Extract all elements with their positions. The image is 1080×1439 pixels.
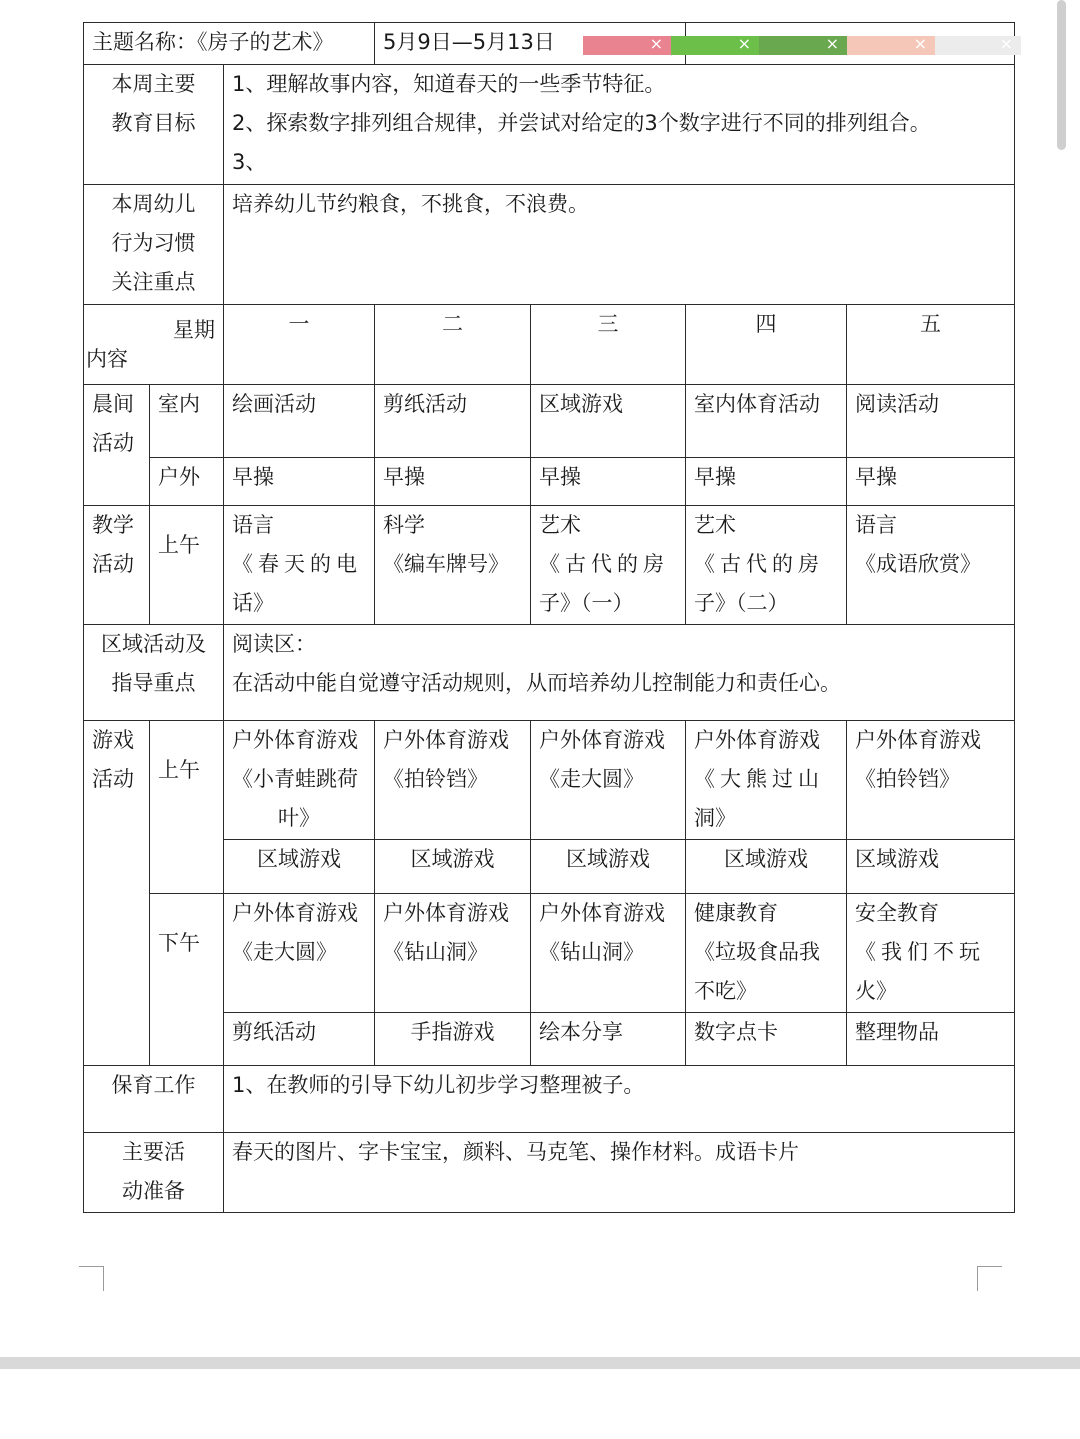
page-gap-divider bbox=[0, 1357, 1080, 1369]
prep-content: 春天的图片、字卡宝宝，颜料、马克笔、操作材料。成语卡片 bbox=[224, 1133, 1015, 1213]
game-pm-extra-cell: 绘本分享 bbox=[531, 1013, 686, 1066]
goal-item: 2、探索数字排列组合规律，并尝试对给定的3个数字进行不同的排列组合。 bbox=[232, 111, 931, 135]
game-type: 户外体育游戏 bbox=[855, 728, 982, 752]
crop-mark-right bbox=[977, 1266, 1002, 1291]
game-title: 叶》 bbox=[278, 806, 321, 830]
morning-outdoor-cell: 早操 bbox=[847, 458, 1015, 506]
game-title: 《钻山洞》 bbox=[539, 940, 645, 964]
redaction-bar bbox=[671, 36, 759, 55]
game-am-area-cell: 区域游戏 bbox=[531, 840, 686, 894]
game-pm-cell bbox=[224, 894, 375, 1013]
weekday-corner-bottom: 内容 bbox=[86, 347, 128, 371]
goals-label bbox=[84, 65, 224, 185]
teaching-label-line: 教学 bbox=[92, 513, 134, 537]
teaching-title: 《古代的房 bbox=[694, 552, 825, 576]
game-pm-cell bbox=[686, 894, 847, 1013]
teaching-title: 子》（二） bbox=[694, 591, 789, 615]
game-pm-extra-cell: 剪纸活动 bbox=[224, 1013, 375, 1066]
close-icon[interactable]: × bbox=[913, 34, 927, 53]
teaching-subject: 语言 bbox=[855, 513, 898, 537]
morning-indoor-cell: 剪纸活动 bbox=[375, 385, 531, 458]
game-title: 洞》 bbox=[694, 806, 737, 830]
morning-indoor-cell: 室内体育活动 bbox=[686, 385, 847, 458]
theme-title: 主题名称：《房子的艺术》 bbox=[84, 23, 375, 65]
crop-mark-left bbox=[79, 1266, 104, 1291]
game-title: 《小青蛙跳荷 bbox=[232, 767, 358, 791]
morning-indoor-cell: 绘画活动 bbox=[224, 385, 375, 458]
teaching-activity-label bbox=[84, 506, 150, 625]
game-type: 户外体育游戏 bbox=[383, 728, 510, 752]
game-title: 《拍铃铛》 bbox=[383, 767, 489, 791]
game-pm-extra-cell: 数字点卡 bbox=[686, 1013, 847, 1066]
habits-content: 培养幼儿节约粮食，不挑食，不浪费。 bbox=[224, 185, 1015, 305]
game-title: 《走大圆》 bbox=[539, 767, 645, 791]
redaction-bar bbox=[847, 36, 935, 55]
game-am-outdoor-cell bbox=[847, 721, 1015, 840]
game-am-outdoor-cell bbox=[686, 721, 847, 840]
close-icon[interactable]: × bbox=[649, 34, 663, 53]
game-am-area-cell: 区域游戏 bbox=[847, 840, 1015, 894]
teaching-cell bbox=[686, 506, 847, 625]
area-activity-content bbox=[224, 625, 1015, 721]
teaching-subject: 艺术 bbox=[694, 513, 737, 537]
game-title: 火》 bbox=[855, 979, 898, 1003]
goals-label-line: 本周主要 bbox=[111, 72, 196, 96]
care-content: 1、在教师的引导下幼儿初步学习整理被子。 bbox=[224, 1066, 1015, 1133]
game-title: 《走大圆》 bbox=[232, 940, 337, 964]
game-am-outdoor-cell bbox=[224, 721, 375, 840]
teaching-title: 《春天的电 bbox=[232, 552, 362, 576]
redaction-bar bbox=[759, 36, 847, 55]
goal-item: 3、 bbox=[232, 150, 267, 174]
weekday-header: 五 bbox=[847, 305, 1015, 385]
game-activity-label bbox=[84, 721, 150, 1066]
area-label-line: 指导重点 bbox=[111, 671, 196, 695]
weekday-header: 四 bbox=[686, 305, 847, 385]
area-label-line: 区域活动及 bbox=[101, 632, 206, 656]
close-icon[interactable]: × bbox=[825, 34, 839, 53]
habits-label bbox=[84, 185, 224, 305]
game-type: 户外体育游戏 bbox=[694, 728, 821, 752]
care-label: 保育工作 bbox=[84, 1066, 224, 1133]
habits-label-line: 行为习惯 bbox=[111, 231, 196, 255]
date-range: 5月9日—5月13日 bbox=[375, 23, 686, 65]
teaching-cell bbox=[375, 506, 531, 625]
outdoor-label: 户外 bbox=[150, 458, 224, 506]
game-type: 安全教育 bbox=[855, 901, 940, 925]
scrollbar-thumb[interactable] bbox=[1057, 0, 1066, 150]
game-am-area-cell: 区域游戏 bbox=[224, 840, 375, 894]
close-icon[interactable]: × bbox=[737, 34, 751, 53]
weekday-corner-top: 星期 bbox=[173, 318, 215, 342]
game-am-area-cell: 区域游戏 bbox=[686, 840, 847, 894]
goals-content bbox=[224, 65, 1015, 185]
redaction-bar bbox=[583, 36, 671, 55]
teaching-cell bbox=[531, 506, 686, 625]
morning-indoor-cell: 阅读活动 bbox=[847, 385, 1015, 458]
morning-outdoor-cell: 早操 bbox=[224, 458, 375, 506]
teaching-title: 子》（一） bbox=[539, 591, 634, 615]
habits-label-line: 关注重点 bbox=[111, 270, 196, 294]
morning-outdoor-cell: 早操 bbox=[686, 458, 847, 506]
goals-label-line: 教育目标 bbox=[111, 111, 196, 135]
habits-label-line: 本周幼儿 bbox=[111, 192, 196, 216]
game-type: 户外体育游戏 bbox=[539, 728, 666, 752]
teaching-title: 《编车牌号》 bbox=[383, 552, 510, 576]
area-line: 阅读区： bbox=[232, 632, 316, 656]
teaching-label-line: 活动 bbox=[92, 552, 134, 576]
weekday-header: 三 bbox=[531, 305, 686, 385]
game-pm-extra-cell: 手指游戏 bbox=[375, 1013, 531, 1066]
area-line: 在活动中能自觉遵守活动规则，从而培养幼儿控制能力和责任心。 bbox=[232, 671, 841, 695]
morning-label-line: 活动 bbox=[92, 431, 134, 455]
area-activity-label bbox=[84, 625, 224, 721]
prep-label bbox=[84, 1133, 224, 1213]
morning-outdoor-cell: 早操 bbox=[531, 458, 686, 506]
game-title: 《我们不玩 bbox=[855, 940, 986, 964]
prep-label-line: 动准备 bbox=[122, 1179, 185, 1203]
game-type: 户外体育游戏 bbox=[383, 901, 510, 925]
game-title: 《垃圾食品我 bbox=[694, 940, 821, 964]
teaching-subject: 语言 bbox=[232, 513, 274, 537]
game-type: 户外体育游戏 bbox=[232, 901, 358, 925]
teaching-cell bbox=[224, 506, 375, 625]
weekday-header: 一 bbox=[224, 305, 375, 385]
game-pm-label: 下午 bbox=[150, 894, 224, 1066]
game-type: 户外体育游戏 bbox=[539, 901, 666, 925]
morning-outdoor-cell: 早操 bbox=[375, 458, 531, 506]
game-am-outdoor-cell bbox=[375, 721, 531, 840]
teaching-slot-label: 上午 bbox=[150, 506, 224, 625]
redaction-bar bbox=[935, 36, 1021, 55]
game-pm-cell bbox=[375, 894, 531, 1013]
game-pm-extra-cell: 整理物品 bbox=[847, 1013, 1015, 1066]
game-title: 《钻山洞》 bbox=[383, 940, 489, 964]
weekday-header: 二 bbox=[375, 305, 531, 385]
weekly-plan-table bbox=[83, 22, 1015, 1213]
game-am-label: 上午 bbox=[150, 721, 224, 894]
game-title: 《拍铃铛》 bbox=[855, 767, 961, 791]
teaching-title: 《成语欣赏》 bbox=[855, 552, 982, 576]
prep-label-line: 主要活 bbox=[122, 1140, 185, 1164]
game-pm-cell bbox=[531, 894, 686, 1013]
game-title: 不吃》 bbox=[694, 979, 758, 1003]
teaching-title: 话》 bbox=[232, 591, 274, 615]
game-label-line: 游戏 bbox=[92, 728, 134, 752]
teaching-cell bbox=[847, 506, 1015, 625]
morning-activity-label bbox=[84, 385, 150, 506]
game-pm-cell bbox=[847, 894, 1015, 1013]
morning-indoor-cell: 区域游戏 bbox=[531, 385, 686, 458]
morning-label-line: 晨间 bbox=[92, 392, 134, 416]
game-am-area-cell: 区域游戏 bbox=[375, 840, 531, 894]
game-type: 健康教育 bbox=[694, 901, 779, 925]
close-icon[interactable]: × bbox=[999, 34, 1013, 53]
goal-item: 1、理解故事内容，知道春天的一些季节特征。 bbox=[232, 72, 666, 96]
teaching-subject: 艺术 bbox=[539, 513, 582, 537]
game-title: 《大熊过山 bbox=[694, 767, 825, 791]
teaching-subject: 科学 bbox=[383, 513, 426, 537]
game-type: 户外体育游戏 bbox=[232, 728, 358, 752]
teaching-title: 《古代的房 bbox=[539, 552, 670, 576]
weekday-corner-header bbox=[84, 305, 224, 385]
indoor-label: 室内 bbox=[150, 385, 224, 458]
game-label-line: 活动 bbox=[92, 767, 134, 791]
game-am-outdoor-cell bbox=[531, 721, 686, 840]
